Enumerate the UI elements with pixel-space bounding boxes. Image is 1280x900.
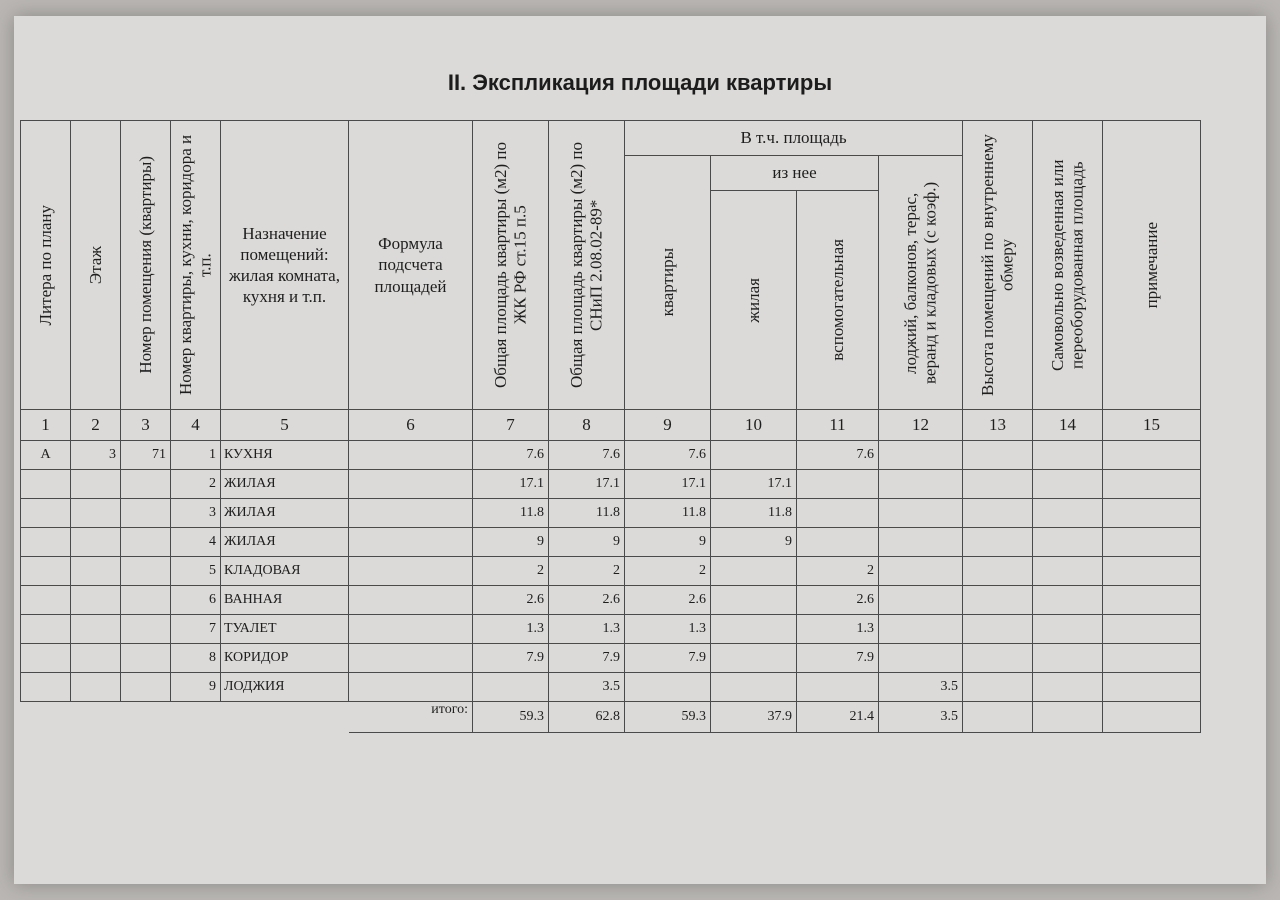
cell-area-snip: 1.3 <box>549 615 625 644</box>
cell-part-number: 1 <box>171 441 221 470</box>
header-formula: Формула подсчета площадей <box>349 121 473 410</box>
cell-formula <box>349 557 473 586</box>
cell-height <box>963 673 1033 702</box>
cell-loggia <box>879 441 963 470</box>
cell-note <box>1103 586 1201 615</box>
header-purpose: Назначение помещений: жилая комната, кухня и т.п. <box>221 121 349 410</box>
totals-row <box>21 702 1201 733</box>
cell-auxiliary: 2.6 <box>797 586 879 615</box>
cell-height <box>963 499 1033 528</box>
cell-purpose: ЖИЛАЯ <box>221 528 349 557</box>
column-number: 10 <box>711 410 797 441</box>
header-room-number: Номер помещения (квартиры) <box>121 121 171 410</box>
total-area-flat: 59.3 <box>625 702 711 733</box>
cell-floor <box>71 499 121 528</box>
cell-note <box>1103 470 1201 499</box>
header-group-incl-area: В т.ч. площадь <box>625 121 963 156</box>
cell-litera <box>21 528 71 557</box>
cell-area-jk: 2.6 <box>473 586 549 615</box>
column-number: 13 <box>963 410 1033 441</box>
cell-loggia <box>879 644 963 673</box>
cell-litera <box>21 470 71 499</box>
cell-area-jk: 7.6 <box>473 441 549 470</box>
cell-part-number: 4 <box>171 528 221 557</box>
cell-area-snip: 17.1 <box>549 470 625 499</box>
header-part-number: Номер квартиры, кухни, коридора и т.п. <box>171 121 221 410</box>
cell-area-snip: 2 <box>549 557 625 586</box>
cell-living <box>711 644 797 673</box>
cell-note <box>1103 615 1201 644</box>
cell-part-number: 3 <box>171 499 221 528</box>
cell-loggia: 3.5 <box>879 673 963 702</box>
column-number: 6 <box>349 410 473 441</box>
header-height: Высота помещений по внутреннему обмеру <box>963 121 1033 410</box>
cell-area-jk: 9 <box>473 528 549 557</box>
table-row <box>21 499 1201 528</box>
cell-area-flat: 2.6 <box>625 586 711 615</box>
cell-purpose: ЖИЛАЯ <box>221 470 349 499</box>
cell-living <box>711 615 797 644</box>
cell-floor <box>71 644 121 673</box>
table-row <box>21 557 1201 586</box>
cell-formula <box>349 586 473 615</box>
total-auxiliary: 21.4 <box>797 702 879 733</box>
explication-table <box>20 120 1201 733</box>
cell-purpose: КЛАДОВАЯ <box>221 557 349 586</box>
column-number: 5 <box>221 410 349 441</box>
cell-purpose: КУХНЯ <box>221 441 349 470</box>
cell-note <box>1103 441 1201 470</box>
cell-loggia <box>879 615 963 644</box>
cell-area-jk: 7.9 <box>473 644 549 673</box>
cell-auxiliary: 7.6 <box>797 441 879 470</box>
cell-formula <box>349 673 473 702</box>
cell-formula <box>349 644 473 673</box>
cell-floor <box>71 615 121 644</box>
cell-illegal <box>1033 528 1103 557</box>
cell-height <box>963 470 1033 499</box>
cell-floor <box>71 557 121 586</box>
cell-part-number: 8 <box>171 644 221 673</box>
cell-area-jk: 17.1 <box>473 470 549 499</box>
cell-purpose: КОРИДОР <box>221 644 349 673</box>
cell-purpose: ЛОДЖИЯ <box>221 673 349 702</box>
cell-area-jk: 2 <box>473 557 549 586</box>
header-floor: Этаж <box>71 121 121 410</box>
column-number: 1 <box>21 410 71 441</box>
cell-area-snip: 7.6 <box>549 441 625 470</box>
cell-height <box>963 528 1033 557</box>
cell-note <box>1103 499 1201 528</box>
cell-part-number: 5 <box>171 557 221 586</box>
cell-area-flat: 7.6 <box>625 441 711 470</box>
cell-note <box>1103 673 1201 702</box>
total-height <box>963 702 1033 733</box>
cell-area-snip: 7.9 <box>549 644 625 673</box>
total-note <box>1103 702 1201 733</box>
header-loggia-area: лоджий, балконов, терас, веранд и кладовых (с коэф.) <box>879 156 963 410</box>
cell-litera <box>21 644 71 673</box>
cell-purpose: ТУАЛЕТ <box>221 615 349 644</box>
cell-living: 11.8 <box>711 499 797 528</box>
cell-room-number <box>121 470 171 499</box>
header-living-area: жилая <box>711 191 797 410</box>
header-note: примечание <box>1103 121 1201 410</box>
cell-floor <box>71 470 121 499</box>
table-header <box>21 121 1201 441</box>
table-row <box>21 644 1201 673</box>
cell-area-flat: 11.8 <box>625 499 711 528</box>
cell-area-flat: 7.9 <box>625 644 711 673</box>
table-row <box>21 528 1201 557</box>
cell-area-flat: 2 <box>625 557 711 586</box>
column-number: 2 <box>71 410 121 441</box>
header-illegal-area: Самовольно возведенная или переоборудованная площадь <box>1033 121 1103 410</box>
cell-formula <box>349 499 473 528</box>
total-area-jk: 59.3 <box>473 702 549 733</box>
cell-auxiliary <box>797 673 879 702</box>
cell-room-number <box>121 586 171 615</box>
table-row <box>21 586 1201 615</box>
cell-illegal <box>1033 644 1103 673</box>
document-title: II. Экспликация площади квартиры <box>447 70 833 95</box>
cell-auxiliary <box>797 499 879 528</box>
table-body <box>21 441 1201 702</box>
totals-label: итого: <box>349 702 473 733</box>
cell-part-number: 7 <box>171 615 221 644</box>
cell-illegal <box>1033 557 1103 586</box>
cell-auxiliary: 2 <box>797 557 879 586</box>
cell-litera <box>21 499 71 528</box>
cell-floor <box>71 673 121 702</box>
cell-purpose: ЖИЛАЯ <box>221 499 349 528</box>
column-number: 3 <box>121 410 171 441</box>
cell-area-flat: 17.1 <box>625 470 711 499</box>
header-litera: Литера по плану <box>21 121 71 410</box>
cell-part-number: 9 <box>171 673 221 702</box>
cell-living: 9 <box>711 528 797 557</box>
column-number: 15 <box>1103 410 1201 441</box>
cell-area-snip: 11.8 <box>549 499 625 528</box>
cell-auxiliary: 1.3 <box>797 615 879 644</box>
cell-height <box>963 615 1033 644</box>
column-number: 14 <box>1033 410 1103 441</box>
cell-litera: А <box>21 441 71 470</box>
header-area-jk: Общая площадь квартиры (м2) по ЖК РФ ст.15 п.5 <box>473 121 549 410</box>
cell-loggia <box>879 470 963 499</box>
column-number: 4 <box>171 410 221 441</box>
cell-part-number: 6 <box>171 586 221 615</box>
cell-formula <box>349 528 473 557</box>
header-group-of-which: из нее <box>711 156 879 191</box>
cell-room-number <box>121 528 171 557</box>
cell-auxiliary <box>797 528 879 557</box>
header-flat-area: квартиры <box>625 156 711 410</box>
cell-room-number <box>121 499 171 528</box>
total-illegal <box>1033 702 1103 733</box>
cell-living <box>711 586 797 615</box>
cell-illegal <box>1033 586 1103 615</box>
column-number: 9 <box>625 410 711 441</box>
total-area-snip: 62.8 <box>549 702 625 733</box>
cell-area-snip: 2.6 <box>549 586 625 615</box>
cell-formula <box>349 615 473 644</box>
total-loggia: 3.5 <box>879 702 963 733</box>
cell-loggia <box>879 528 963 557</box>
cell-auxiliary: 7.9 <box>797 644 879 673</box>
header-auxiliary-area: вспомогательная <box>797 191 879 410</box>
column-number: 11 <box>797 410 879 441</box>
cell-area-flat: 9 <box>625 528 711 557</box>
cell-illegal <box>1033 673 1103 702</box>
cell-living: 17.1 <box>711 470 797 499</box>
cell-room-number <box>121 557 171 586</box>
cell-litera <box>21 673 71 702</box>
cell-illegal <box>1033 470 1103 499</box>
column-number: 12 <box>879 410 963 441</box>
cell-illegal <box>1033 615 1103 644</box>
table-row <box>21 673 1201 702</box>
cell-living <box>711 673 797 702</box>
column-number: 8 <box>549 410 625 441</box>
cell-floor: 3 <box>71 441 121 470</box>
cell-formula <box>349 470 473 499</box>
table-row <box>21 615 1201 644</box>
cell-note <box>1103 557 1201 586</box>
column-number-row <box>21 410 1201 441</box>
column-number: 7 <box>473 410 549 441</box>
cell-formula <box>349 441 473 470</box>
cell-auxiliary <box>797 470 879 499</box>
cell-area-jk <box>473 673 549 702</box>
cell-loggia <box>879 499 963 528</box>
cell-room-number: 71 <box>121 441 171 470</box>
cell-living <box>711 557 797 586</box>
cell-height <box>963 586 1033 615</box>
cell-illegal <box>1033 441 1103 470</box>
document-sheet <box>14 16 1266 884</box>
cell-floor <box>71 586 121 615</box>
cell-height <box>963 644 1033 673</box>
cell-note <box>1103 644 1201 673</box>
cell-area-jk: 11.8 <box>473 499 549 528</box>
cell-purpose: ВАННАЯ <box>221 586 349 615</box>
cell-loggia <box>879 586 963 615</box>
cell-height <box>963 557 1033 586</box>
cell-area-flat: 1.3 <box>625 615 711 644</box>
cell-litera <box>21 557 71 586</box>
table-row <box>21 441 1201 470</box>
table-footer <box>21 702 1201 733</box>
total-living: 37.9 <box>711 702 797 733</box>
header-area-snip: Общая площадь квартиры (м2) по СНиП 2.08.02-89* <box>549 121 625 410</box>
cell-part-number: 2 <box>171 470 221 499</box>
cell-litera <box>21 615 71 644</box>
cell-room-number <box>121 673 171 702</box>
cell-height <box>963 441 1033 470</box>
cell-room-number <box>121 644 171 673</box>
cell-area-snip: 3.5 <box>549 673 625 702</box>
cell-litera <box>21 586 71 615</box>
cell-area-jk: 1.3 <box>473 615 549 644</box>
cell-note <box>1103 528 1201 557</box>
cell-room-number <box>121 615 171 644</box>
cell-illegal <box>1033 499 1103 528</box>
cell-area-flat <box>625 673 711 702</box>
cell-area-snip: 9 <box>549 528 625 557</box>
cell-living <box>711 441 797 470</box>
cell-floor <box>71 528 121 557</box>
cell-loggia <box>879 557 963 586</box>
table-row <box>21 470 1201 499</box>
